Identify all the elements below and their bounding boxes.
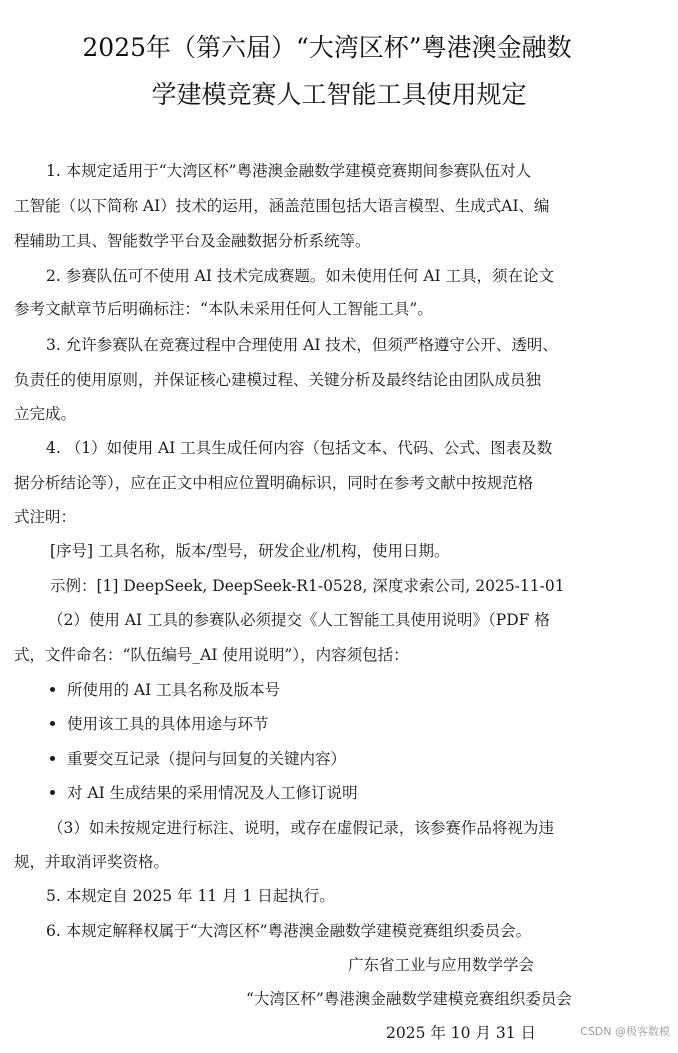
list-item <box>50 783 358 803</box>
list-item <box>50 749 346 769</box>
list-item-text: 重要交互记录（提问与回复的关键内容） <box>67 750 347 768</box>
clause-4-2-line-1: （2）使用 AI 工具的参赛队必须提交《人工智能工具使用说明》（PDF 格 <box>48 611 550 629</box>
clause-1-line-1: 1. 本规定适用于“大湾区杯”粤港澳金融数学建模竞赛期间参赛队伍对人 <box>46 162 532 180</box>
list-item-text: 所使用的 AI 工具名称及版本号 <box>67 681 281 699</box>
clause-1-line-3: 程辅助工具、智能数学平台及金融数据分析系统等。 <box>14 232 371 250</box>
signature-org-2: “大湾区杯”粤港澳金融数学建模竞赛组织委员会 <box>246 990 572 1008</box>
clause-4-3-line-2: 规，并取消评奖资格。 <box>14 853 170 871</box>
clause-2-line-1: 2. 参赛队伍可不使用 AI 技术完成赛题。如未使用任何 AI 工具，须在论文 <box>46 267 555 285</box>
bullet-icon <box>50 790 55 795</box>
clause-3-line-1: 3. 允许参赛队在竞赛过程中合理使用 AI 技术，但须严格遵守公开、透明、 <box>46 336 558 354</box>
clause-4-line-2: 据分析结论等），应在正文中相应位置明确标识，同时在参考文献中按规范格 <box>14 474 534 492</box>
clause-4-line-1: 4. （1）如使用 AI 工具生成任何内容（包括文本、代码、公式、图表及数 <box>46 439 553 457</box>
clause-5: 5. 本规定自 2025 年 11 月 1 日起执行。 <box>46 887 335 905</box>
bullet-icon <box>50 721 55 726</box>
bullet-icon <box>50 687 55 692</box>
clause-3-line-2: 负责任的使用原则，并保证核心建模过程、关键分析及最终结论由团队成员独 <box>14 371 542 389</box>
list-item <box>50 680 280 700</box>
clause-1-line-2: 工智能（以下简称 AI）技术的运用，涵盖范围包括大语言模型、生成式AI、编 <box>14 197 550 215</box>
list-item <box>50 714 269 734</box>
clause-4-line-3: 式注明： <box>14 508 77 526</box>
citation-example: 示例：[1] DeepSeek, DeepSeek-R1-0528, 深度求索公司, 2025-11-01 <box>50 577 565 595</box>
list-item-text: 对 AI 生成结果的采用情况及人工修订说明 <box>67 784 358 802</box>
citation-format: [序号] 工具名称，版本/型号，研发企业/机构，使用日期。 <box>50 542 450 560</box>
title-line-2: 学建模竞赛人工智能工具使用规定 <box>151 80 527 109</box>
bullet-icon <box>50 756 55 761</box>
clause-4-3-line-1: （3）如未按规定进行标注、说明，或存在虚假记录，该参赛作品将视为违 <box>48 819 554 837</box>
signature-date: 2025 年 10 月 31 日 <box>386 1024 537 1042</box>
clause-2-line-2: 参考文献章节后明确标注：“本队未采用任何人工智能工具”。 <box>14 300 433 318</box>
clause-6: 6. 本规定解释权属于“大湾区杯”粤港澳金融数学建模竞赛组织委员会。 <box>46 922 532 940</box>
watermark: CSDN @极客数模 <box>580 1025 670 1038</box>
title-line-1: 2025年（第六届）“大湾区杯”粤港澳金融数 <box>82 33 572 62</box>
signature-org-1: 广东省工业与应用数学学会 <box>348 956 535 974</box>
clause-4-2-line-2: 式，文件命名：“队伍编号_AI 使用说明”），内容须包括： <box>14 646 409 664</box>
list-item-text: 使用该工具的具体用途与环节 <box>67 715 269 733</box>
clause-3-line-3: 立完成。 <box>14 405 77 423</box>
